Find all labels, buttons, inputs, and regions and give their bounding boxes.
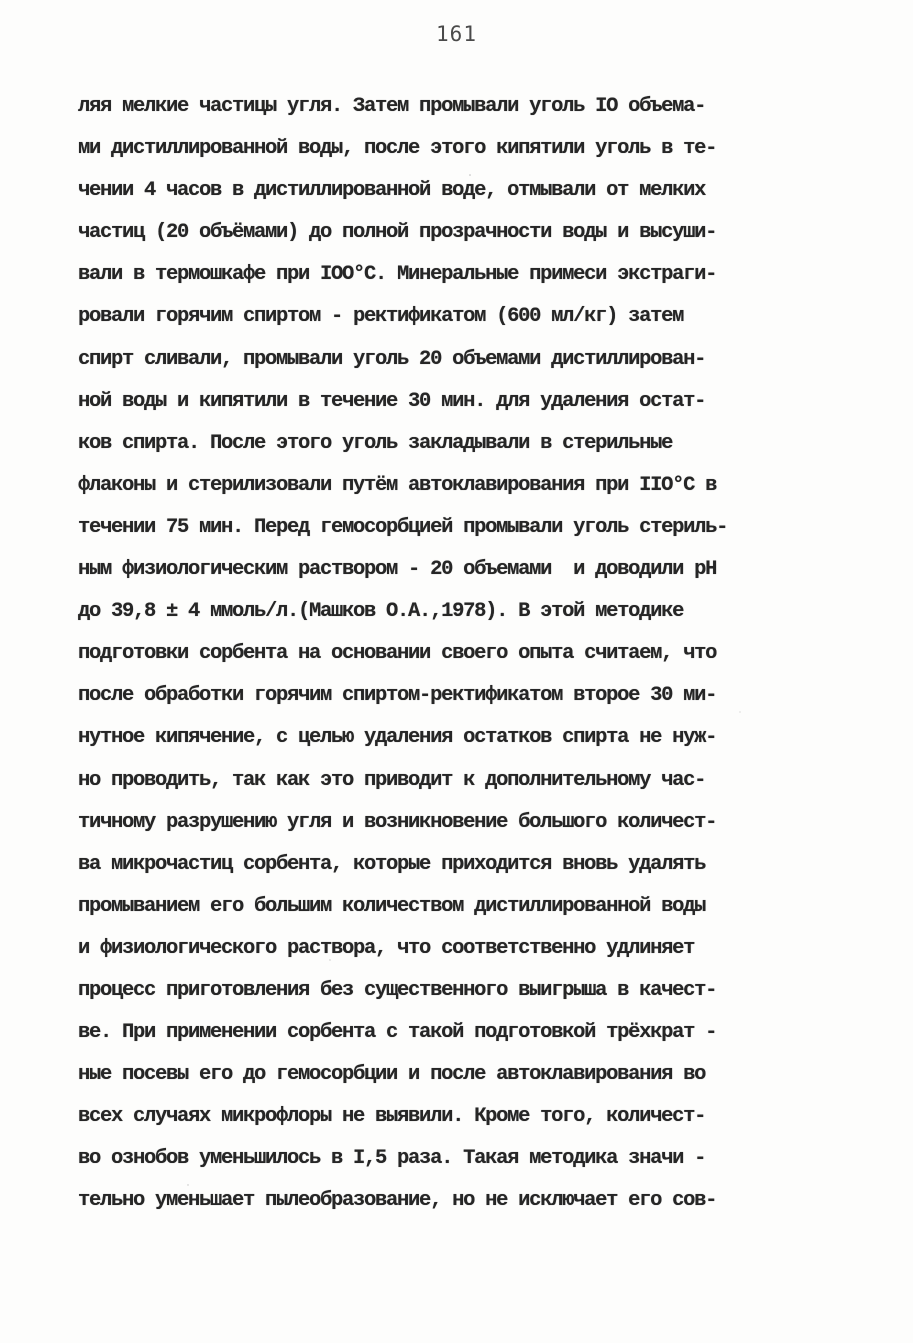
text-line: ве. При применении сорбента с такой подготовкой трёхкрат - <box>78 1021 717 1045</box>
text-line: течении 75 мин. Перед гемосорбцией промывали уголь стериль- <box>78 515 728 539</box>
text-line: и физиологического раствора, что соответственно удлиняет <box>78 936 695 960</box>
text-line: частиц (20 объёмами) до полной прозрачности воды и высуши- <box>78 221 717 245</box>
text-line: до 39,8 ± 4 ммоль/л.(Машков О.А.,1978). В этой методике <box>78 600 684 624</box>
page-number: 161 <box>436 22 477 46</box>
body-text <box>78 86 838 1223</box>
text-line: во ознобов уменьшилось в I,5 раза. Такая методика значи - <box>78 1147 706 1171</box>
text-line: нутное кипячение, с целью удаления остатков спирта не нуж- <box>78 726 717 750</box>
text-line: чении 4 часов в дистиллированной воде, отмывали от мелких <box>78 179 706 203</box>
text-line: ми дистиллированной воды, после этого кипятили уголь в те- <box>78 137 717 161</box>
text-line: вали в термошкафе при IOO°C. Минеральные примеси экстраги- <box>78 263 717 287</box>
text-line: ляя мелкие частицы угля. Затем промывали уголь IO объема- <box>78 95 706 118</box>
text-line: ным физиологическим раствором - 20 объемами и доводили рН <box>78 558 717 582</box>
text-line: тельно уменьшает пылеобразование, но не исключает его сов- <box>78 1189 717 1213</box>
text-line: ровали горячим спиртом - ректификатом (600 мл/кг) затем <box>78 305 684 329</box>
text-line: но проводить, так как это приводит к дополнительному час- <box>78 768 706 792</box>
text-line: всех случаях микрофлоры не выявили. Кроме того, количест- <box>78 1105 706 1129</box>
text-line: ков спирта. После этого уголь закладывали в стерильные <box>78 431 673 455</box>
text-line: ной воды и кипятили в течение 30 мин. для удаления остат- <box>78 389 706 413</box>
text-line: процесс приготовления без существенного выигрыша в качест- <box>78 978 717 1002</box>
text-line: ва микрочастиц сорбента, которые приходится вновь удалять <box>78 852 706 876</box>
text-line: флаконы и стерилизовали путём автоклавирования при IIO°C в <box>78 473 717 497</box>
text-line: спирт сливали, промывали уголь 20 объемами дистиллирован- <box>78 347 706 371</box>
text-line: подготовки сорбента на основании своего опыта считаем, что <box>78 642 717 666</box>
text-line: тичному разрушению угля и возникновение большого количест- <box>78 810 717 834</box>
text-line: после обработки горячим спиртом-ректификатом второе 30 ми- <box>78 684 717 708</box>
text-line: ные посевы его до гемосорбции и после автоклавирования во <box>78 1063 706 1087</box>
text-line: промыванием его большим количеством дистиллированной воды <box>78 894 706 918</box>
